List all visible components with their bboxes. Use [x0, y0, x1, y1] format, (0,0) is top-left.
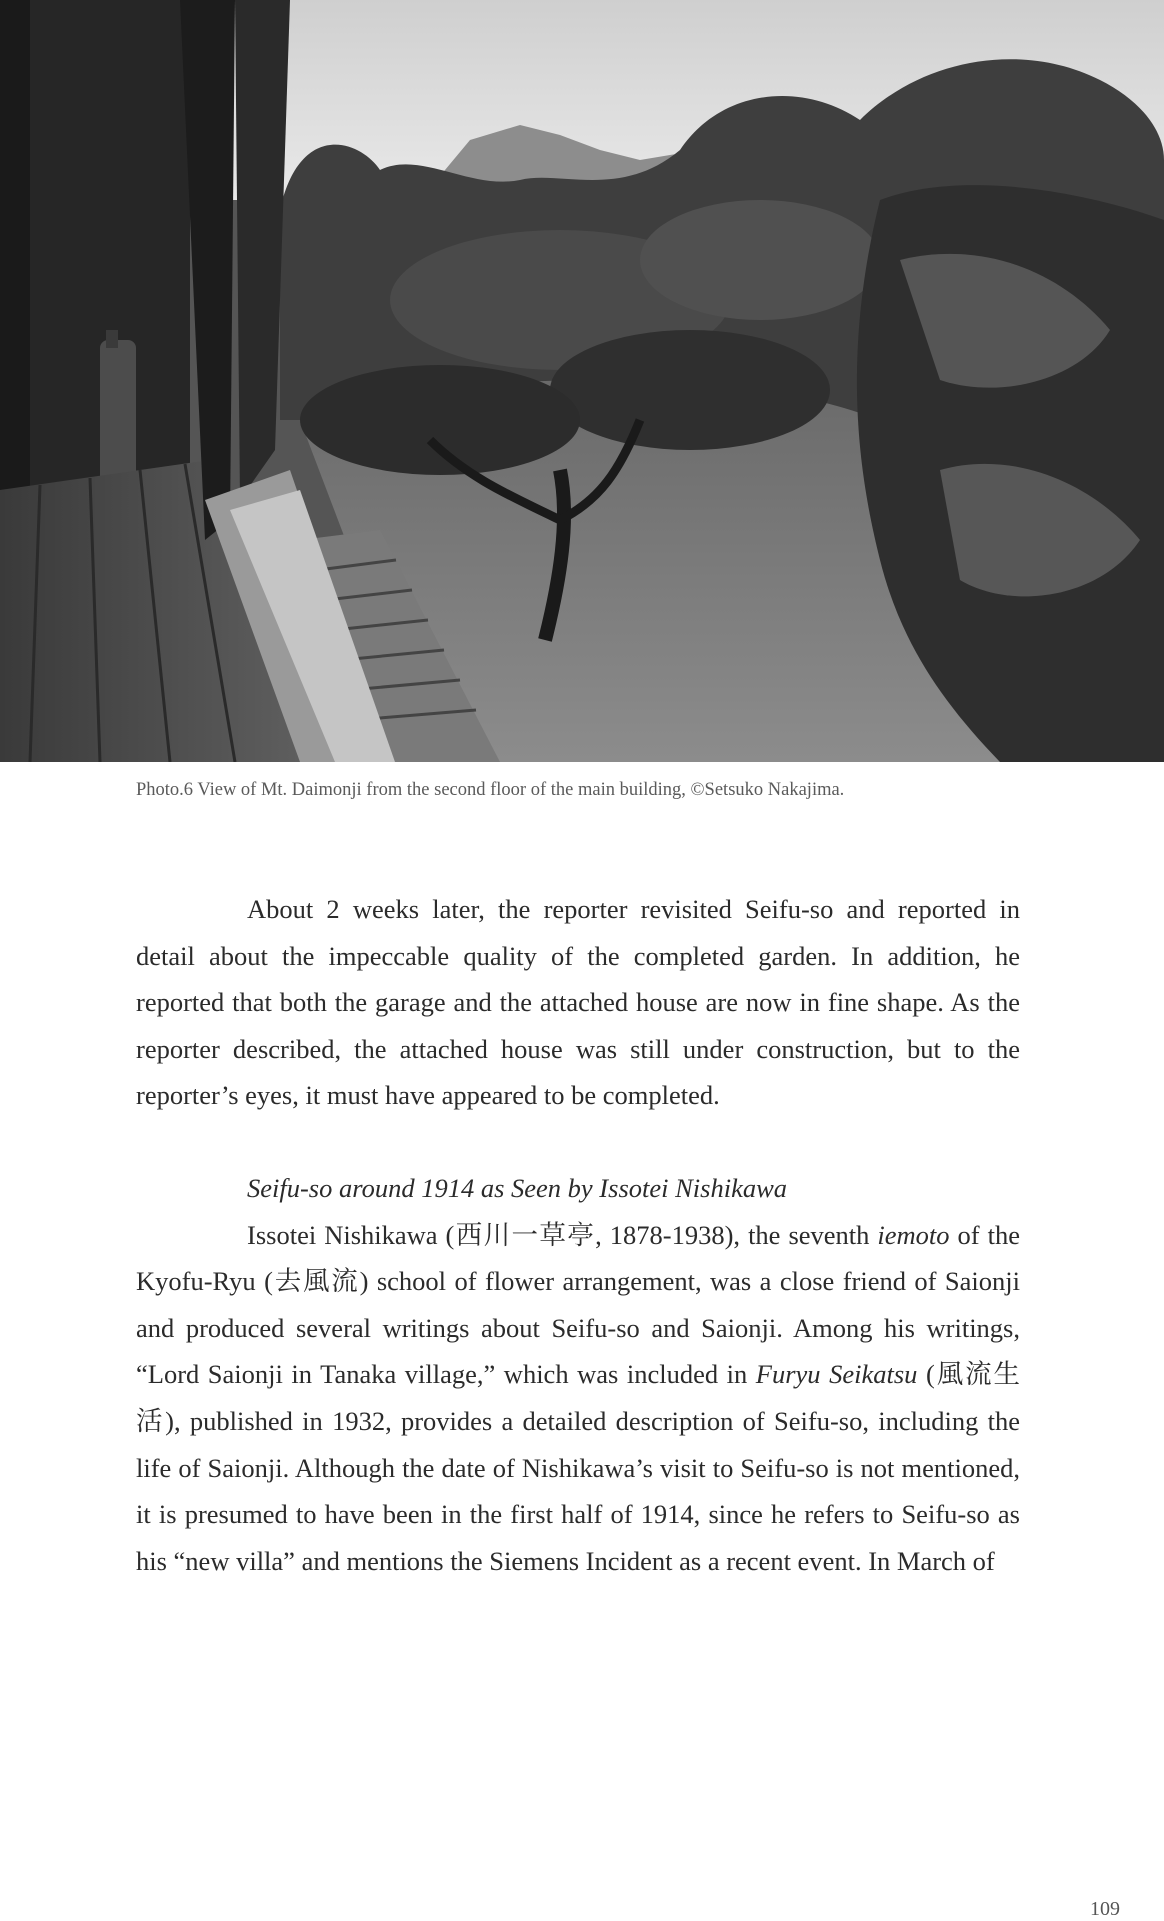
book-title: Furyu Seikatsu [755, 1359, 918, 1390]
garden-photo-image [0, 0, 1164, 762]
garden-photo [0, 0, 1164, 762]
paragraph-gap [136, 1119, 1020, 1165]
body-text [136, 886, 1020, 1584]
paragraph-2-seg2: of the Kyofu-Ryu (去風流) school of flower arrangement, was a close friend of Saionji and produced several writings about Seifu-so and Saionji. Among his writings, “Lord Saionji in Tanaka village,” which was included in [136, 1219, 1020, 1390]
paragraph-2 [136, 1212, 1020, 1585]
paragraph-2-seg1: Issotei Nishikawa (西川一草亭, 1878-1938), the seventh [247, 1219, 878, 1250]
section-heading: Seifu-so around 1914 as Seen by Issotei Nishikawa [247, 1172, 788, 1203]
page-number: 109 [1090, 1898, 1120, 1920]
paragraph-2-seg3: (風流生活), published in 1932, provides a detailed description of Seifu-so, including the life of Saionji. Although the date of Nishikawa’s visit to Seifu-so is not mentioned, it is presumed to have been in the first half of 1914, since he refers to Seifu-so as his “new villa” and mentions the Siemens Incident as a recent event. In March of [136, 1359, 1021, 1576]
term-iemoto: iemoto [877, 1219, 950, 1250]
photo-caption: Photo.6 View of Mt. Daimonji from the second floor of the main building, ©Setsuko Nakajima. [136, 780, 845, 800]
paragraph-1: About 2 weeks later, the reporter revisited Seifu-so and reported in detail about the impeccable quality of the completed garden. In addition, he reported that both the garage and the attached house are now in fine shape. As the reporter described, the attached house was still under construction, but to the reporter’s eyes, it must have appeared to be completed. [136, 894, 1020, 1111]
